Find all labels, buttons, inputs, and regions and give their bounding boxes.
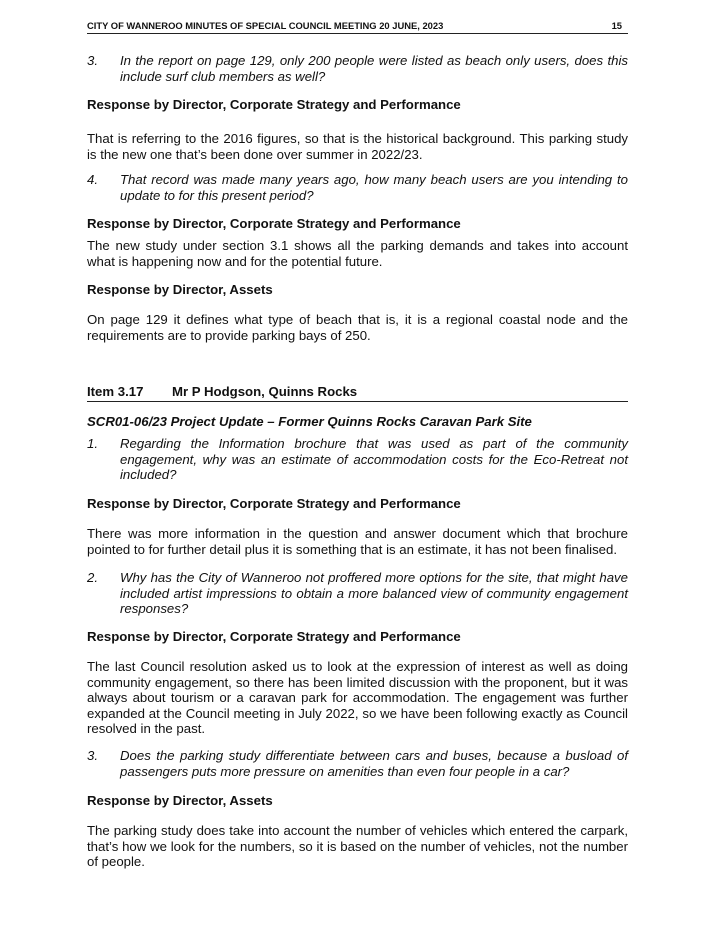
question-1 — [87, 436, 628, 483]
header-title: CITY OF WANNEROO MINUTES OF SPECIAL COUNCIL MEETING 20 JUNE, 2023 — [87, 20, 444, 31]
question-number: 4. — [87, 172, 98, 187]
question-4 — [87, 172, 628, 203]
question-text: That record was made many years ago, how many beach users are you intending to update to for this present period? — [120, 172, 628, 203]
item-number: Item 3.17 — [87, 384, 144, 399]
item-heading — [87, 384, 628, 402]
item-name: Mr P Hodgson, Quinns Rocks — [172, 384, 358, 399]
response-text: The last Council resolution asked us to look at the expression of interest as well as doing community engagement, so there has been limited discussion with the proponent, but it was always about tourism or a caravan park for accommodation. The engagement was further expanded at the Council meeting in July 2022, so we have been following exactly as Council resolved in the past. — [87, 659, 628, 736]
question-number: 2. — [87, 570, 98, 585]
response-heading: Response by Director, Corporate Strategy and Performance — [87, 97, 461, 112]
page-number: 15 — [611, 20, 622, 31]
question-text: In the report on page 129, only 200 people were listed as beach only users, does this include surf club members as well? — [120, 53, 628, 84]
item-subject: SCR01-06/23 Project Update – Former Quinns Rocks Caravan Park Site — [87, 414, 532, 429]
response-text: The parking study does take into account the number of vehicles which entered the carpark, that’s how we look for the numbers, so it is based on the number of vehicles, not the number of people. — [87, 823, 628, 869]
response-heading: Response by Director, Assets — [87, 793, 273, 808]
response-text: That is referring to the 2016 figures, so that is the historical background. This parking study is the new one that’s been done over summer in 2022/23. — [87, 131, 628, 162]
question-2 — [87, 570, 628, 617]
response-heading: Response by Director, Corporate Strategy and Performance — [87, 216, 461, 231]
response-heading: Response by Director, Assets — [87, 282, 273, 297]
question-3 — [87, 748, 628, 779]
response-text: On page 129 it defines what type of beach that is, it is a regional coastal node and the requirements are to provide parking bays of 250. — [87, 312, 628, 343]
response-text: There was more information in the question and answer document which that brochure pointed to for further detail plus it is something that is an estimate, it has not been finalised. — [87, 526, 628, 557]
question-number: 1. — [87, 436, 98, 451]
response-heading: Response by Director, Corporate Strategy and Performance — [87, 629, 461, 644]
question-text: Why has the City of Wanneroo not proffered more options for the site, that might have included artist impressions to obtain a more balanced view of community engagement responses? — [120, 570, 628, 616]
response-heading: Response by Director, Corporate Strategy and Performance — [87, 496, 461, 511]
question-text: Does the parking study differentiate between cars and buses, because a busload of passengers puts more pressure on amenities than even four people in a car? — [120, 748, 628, 779]
question-text: Regarding the Information brochure that was used as part of the community engagement, why was an estimate of accommodation costs for the Eco-Retreat not included? — [120, 436, 628, 482]
question-3 — [87, 53, 628, 84]
page-header — [87, 19, 628, 34]
question-number: 3. — [87, 748, 98, 763]
response-text: The new study under section 3.1 shows all the parking demands and takes into account what is happening now and for the potential future. — [87, 238, 628, 269]
question-number: 3. — [87, 53, 98, 68]
